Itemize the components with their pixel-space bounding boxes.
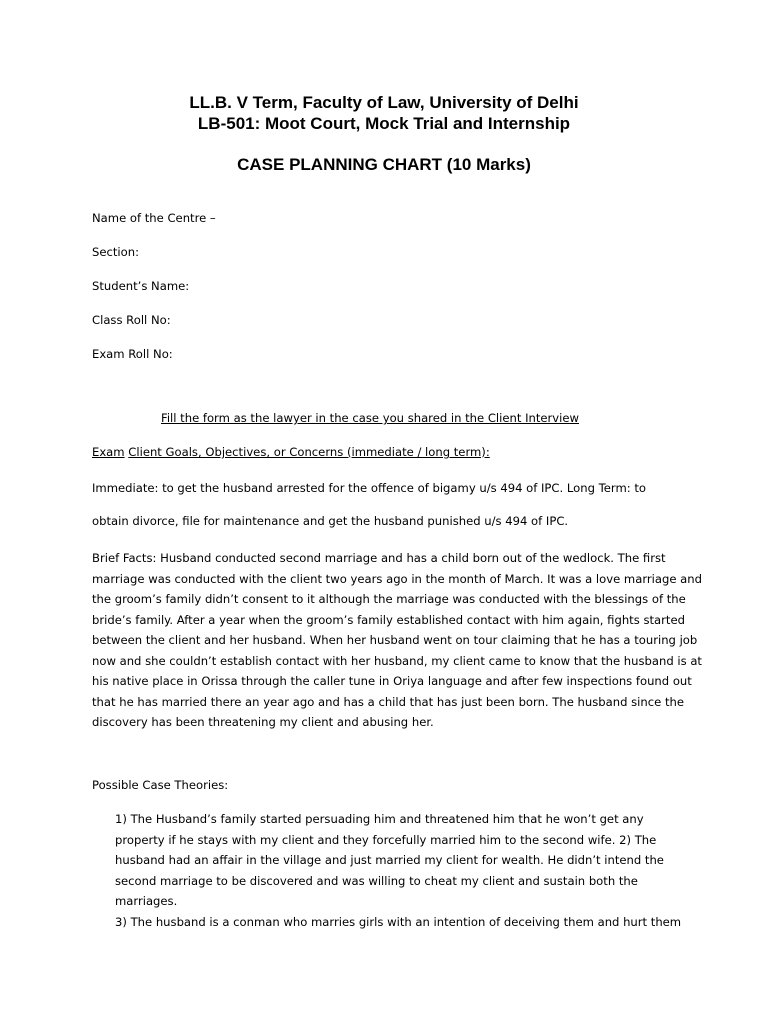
brief-facts-paragraph bbox=[92, 548, 702, 733]
brief-facts-line: now and she couldn’t establish contact with her husband, my client came to know that the husband is at bbox=[92, 653, 702, 668]
brief-facts-line: his native place in Orissa through the caller tune in Oriya language and after few inspections found out bbox=[92, 674, 692, 688]
theory-line: 3) The husband is a conman who marries girls with an intention of deceiving them and hurt them bbox=[115, 914, 682, 929]
theories-heading: Possible Case Theories: bbox=[92, 778, 229, 792]
goals-heading-row bbox=[92, 442, 490, 463]
field-centre-label: Name of the Centre – bbox=[92, 211, 216, 225]
goals-heading: Client Goals, Objectives, or Concerns (immediate / long term): bbox=[128, 445, 490, 459]
brief-facts-line: bride’s family. After a year when the groom’s family established contact with him again, fights started bbox=[92, 612, 685, 627]
brief-facts-line: between the client and her husband. When her husband went on tour claiming that he has a touring job bbox=[92, 633, 698, 647]
goals-line-1: Immediate: to get the husband arrested for the offence of bigamy u/s 494 of IPC. Long Term: to bbox=[92, 481, 646, 495]
header-line-1: LL.B. V Term, Faculty of Law, University of Delhi bbox=[189, 93, 579, 112]
brief-facts-line: discovery has been threatening my client and abusing her. bbox=[92, 715, 434, 729]
theory-line: husband had an affair in the village and just married my client for wealth. He didn’t intend the bbox=[115, 853, 664, 867]
goals-prefix: Exam bbox=[92, 445, 125, 459]
field-class-roll-label: Class Roll No: bbox=[92, 313, 171, 327]
brief-facts-line: Brief Facts: Husband conducted second marriage and has a child born out of the wedlock. The first bbox=[92, 551, 666, 565]
theories-paragraph bbox=[115, 809, 681, 932]
instruction-text: Fill the form as the lawyer in the case you shared in the Client Interview bbox=[161, 411, 579, 425]
brief-facts-line: that he has married there an year ago and has a child that has just been born. The husband since the bbox=[92, 694, 684, 709]
field-exam-roll-label: Exam Roll No: bbox=[92, 347, 173, 361]
field-student-name-label: Student’s Name: bbox=[92, 279, 190, 293]
brief-facts-line: marriage was conducted with the client two years ago in the month of March. It was a love marriage and bbox=[92, 571, 702, 586]
theory-line: second marriage to be discovered and was willing to cheat my client and sustain both the bbox=[115, 873, 638, 888]
theory-line: marriages. bbox=[115, 894, 178, 908]
field-section-label: Section: bbox=[92, 245, 139, 259]
document-title: CASE PLANNING CHART (10 Marks) bbox=[237, 155, 531, 174]
header-line-2: LB-501: Moot Court, Mock Trial and Internship bbox=[197, 114, 571, 133]
goals-line-2: obtain divorce, file for maintenance and get the husband punished u/s 494 of IPC. bbox=[92, 514, 569, 528]
theory-line: property if he stays with my client and they forcefully married him to the second wife. 2) The bbox=[115, 832, 657, 847]
brief-facts-line: the groom’s family didn’t consent to it although the marriage was conducted with the blessings of the bbox=[92, 592, 686, 606]
theory-line: 1) The Husband’s family started persuading him and threatened him that he won’t get any bbox=[115, 812, 644, 826]
